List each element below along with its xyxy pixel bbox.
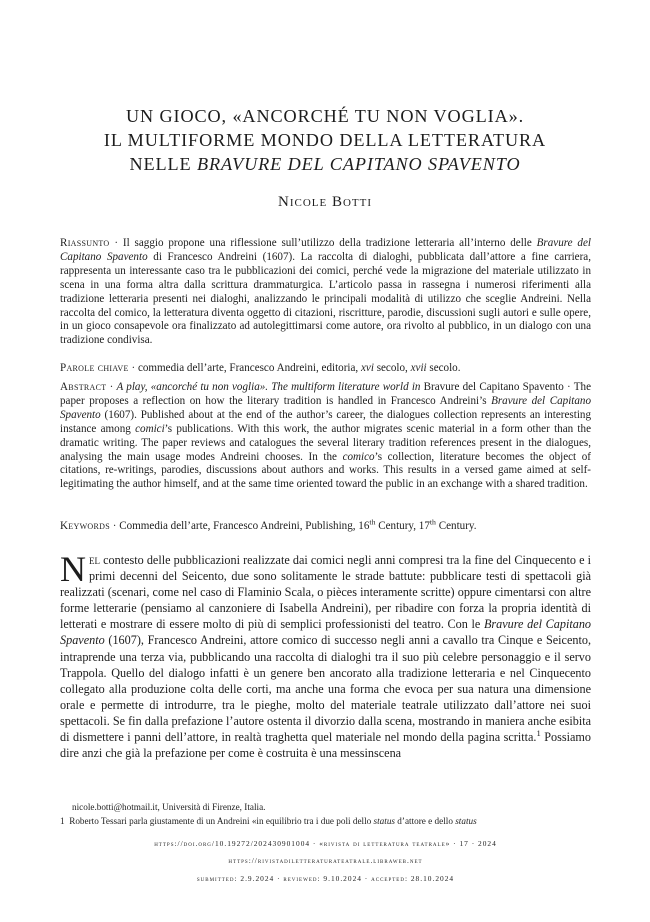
abstract-label: Abstract (60, 381, 107, 393)
website-line[interactable]: https://rivistadiletteraturateatrale.libraweb.net (228, 856, 423, 865)
footnote-1: 1 Roberto Tessari parla giustamente di un Andreini «in equilibrio tra i due poli dello status d’attore e dello status (60, 816, 477, 826)
footnotes (60, 800, 591, 828)
keywords-label: Keywords (60, 520, 110, 532)
riassunto-label: Riassunto (60, 237, 110, 249)
title-line-3: NELLE BRAVURE DEL CAPITANO SPAVENTO (129, 154, 521, 174)
riassunto-section: Riassunto · Il saggio propone una riflessione sull’utilizzo della tradizione letteraria all’interno delle Bravure del Capitano Spavento di Francesco Andreini (1607). La raccolta di dialoghi, pubblicata dall’attore a fine carriera, rappresenta un interessante caso tra le pubblicazioni dei comici, perché vede la migrazione del materiale utilizzato in scena in una forma altra dalla scrittura drammaturgica. L’articolo passa in rassegna i numerosi riferimenti alla tradizione letteraria presenti nei dialoghi, analizzando le principali modalità di utilizzo che sceglie Andreini. Nella raccolta del comico, la letteratura diventa oggetto di citazioni, riscritture, parodie, discussioni sugli autori e sulle opere, in un gioco consapevole ora finalizzato ad autolegittimarsi come autore, ora rivolto al pubblico, in un dialogo con una tradizione condivisa. (60, 237, 591, 347)
body-text: Nel contesto delle pubblicazioni realizzate dai comici negli anni compresi tra la fine del Cinquecento e i primi decenni del Seicento, due sono solitamente le strade battute: pubblicare testi di spettacoli già realizzati (scenari, come nel caso di Flaminio Scala, o pièces interamente scritte) oppure cimentarsi con altre forme letterarie (pensiamo al canzoniere di Isabella Andreini), per ribadire con forza la propria identità di letterati e mostrare di essere molto di più di semplici professionisti del teatro. Con le Bravure del Capitano Spavento (1607), Francesco Andreini, attore comico di successo negli anni a cavallo tra Cinque e Seicento, intraprende una terza via, pubblicando una raccolta di dialoghi tra il suo più celebre personaggio e il servo Trappola. Quello del dialogo infatti è un genere ben ancorato alla tradizione letteraria e nel Cinquecento collegato alla produzione colta delle corti, ma anche una forma che evoca per sua natura una dimensione orale e permette di introdurre, tra le pieghe, molto del materiale teatrale utilizzato dall’attore nei suoi spettacoli. Se fin dalla prefazione l’autore ostenta il divorzio dalla scena, mostrando in maniera anche esibita di dismettere i panni dell’attore, in realtà traghetta quel materiale nel mondo della pagina scritta.$^1$ Possiamo dire anzi che già la prefazione per come è costruita è una messinscena (60, 549, 592, 761)
dates-line: submitted: 2.9.2024 · reviewed: 9.10.2024 · accepted: 28.10.2024 (196, 874, 455, 883)
keywords-section: Keywords · Commedia dell’arte, Francesco Andreini, Publishing, 16th Century, 17th Century. (60, 517, 477, 532)
parole-chiave-label: Parole chiave (60, 362, 129, 374)
article-title (60, 104, 590, 176)
author-contact: nicole.botti@hotmail.it, Università di Firenze, Italia. (72, 802, 266, 812)
parole-chiave-section: Parole chiave · commedia dell’arte, Francesco Andreini, editoria, xvi secolo, xvii secolo. (60, 362, 461, 374)
author-name: Nicole Botti (277, 194, 372, 210)
abstract-section: Abstract · A play, «ancorché tu non voglia». The multiform literature world in Bravure del Capitano Spavento · The paper proposes a reflection on how the literary tradition is handled in Francesco Andreini’s Bravure del Capitano Spavento (1607). Published about at the end of the author’s career, the dialogues collection represents an interesting instance among comici’s publications. With this work, the author migrates scenic material in a form other than the dramatic writing. The paper reviews and catalogues the several literary tradition references present in the dialogues, analysing the main usage modes Andreini chooses. In the comico’s collection, literature becomes the object of citations, re-writings, parodies, discussions about authors and works. This results in a versed game aimed at self-legitimating the author himself, and at the same time oriented toward the public in an exchange with a shared tradition. (60, 381, 591, 491)
title-line-2: IL MULTIFORME MONDO DELLA LETTERATURA (103, 130, 547, 150)
footnote-ref-1[interactable]: 1 (536, 727, 541, 738)
title-line-1: UN GIOCO, «ANCORCHÉ TU NON VOGLIA». (125, 106, 525, 126)
drop-cap: N (60, 549, 86, 589)
doi-line[interactable]: https://doi.org/10.19272/202430901004 · «rivista di letteratura teatrale» · 17 · 2024 (154, 839, 497, 848)
